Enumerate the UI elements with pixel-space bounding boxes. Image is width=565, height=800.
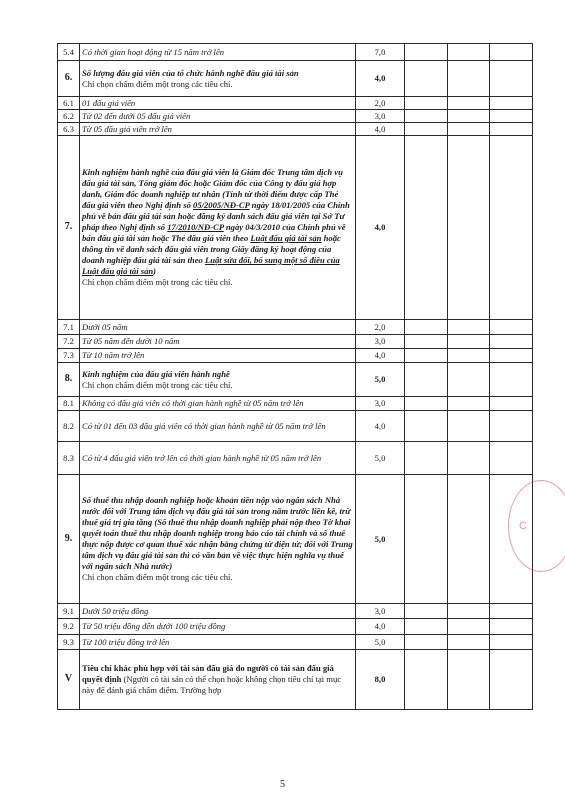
table-row (58, 635, 533, 650)
score-cell (405, 123, 448, 136)
criterion-text-part: Luật đấu giá tài sản (250, 233, 322, 243)
score-cell (405, 619, 448, 635)
criterion-text (80, 604, 356, 619)
score-cell (490, 110, 533, 123)
max-points: 5,0 (356, 363, 405, 397)
score-cell (490, 397, 533, 411)
criterion-number: 7. (58, 136, 80, 320)
criterion-text-part: Từ 10 năm trở lên (82, 350, 145, 360)
criterion-text-part: Có thời gian hoạt động từ 15 năm trở lên (82, 46, 225, 57)
score-cell (405, 411, 448, 442)
criterion-text-part: Tiêu chí khác phù hợp với tài sản đấu giá do người có tài sản đấu giá quyết định (82, 663, 334, 684)
criterion-text (80, 349, 356, 363)
criterion-text-part: Kinh nghiệm của đấu giá viên hành nghề (82, 368, 230, 379)
criterion-text (80, 411, 356, 442)
criterion-text (80, 136, 356, 320)
table-row (58, 363, 533, 397)
max-points: 3,0 (356, 397, 405, 411)
table-row (58, 411, 533, 442)
criterion-text-part: hoặc thông tin về danh sách đấu giá viên trong Giấy đăng ký hoạt động của doanh nghiệp đấu giá tài sản theo (82, 233, 341, 265)
criteria-table (57, 43, 533, 710)
criterion-number: V (58, 650, 80, 710)
criterion-text (80, 44, 356, 61)
max-points: 4,0 (356, 136, 405, 320)
criterion-text-part: Có từ 01 đến 03 đấu giá viên có thời gian hành nghề từ 05 năm trở lên (82, 420, 326, 431)
criterion-number: 5.4 (58, 44, 80, 61)
score-cell (490, 123, 533, 136)
score-cell (490, 349, 533, 363)
score-cell (448, 650, 490, 710)
criterion-text-part: ngày 18/01/2005 của Chính phủ về bán đấu giá tài sản hoặc đăng ký danh sách đấu giá viên tại Sở Tư pháp theo Nghị định số (82, 200, 350, 232)
table-row (58, 44, 533, 61)
criterion-text-part: Chỉ chọn chấm điểm một trong các tiêu chí. (82, 277, 233, 287)
score-cell (490, 97, 533, 110)
score-cell (490, 604, 533, 619)
score-cell (405, 136, 448, 320)
criterion-text-part: Luật sửa đổi, bổ sung một số điều của Luật đấu giá tài sản (82, 255, 340, 276)
score-cell (448, 97, 490, 110)
score-cell (405, 363, 448, 397)
criterion-text-part: Từ 50 triệu đồng đến dưới 100 triệu đồng (82, 621, 226, 631)
criterion-text (80, 635, 356, 650)
max-points: 4,0 (356, 619, 405, 635)
score-cell (405, 475, 448, 604)
table-row (58, 61, 533, 97)
score-cell (490, 619, 533, 635)
score-cell (448, 349, 490, 363)
score-cell (490, 442, 533, 475)
criterion-text-part: Chỉ chọn chấm điểm một trong các tiêu chí. (82, 379, 233, 390)
score-cell (405, 397, 448, 411)
criterion-number: 6. (58, 61, 80, 97)
criterion-text-part: Số lượng đấu giá viên của tổ chức hành nghề đấu giá tài sản (82, 67, 299, 78)
criterion-number: 6.2 (58, 110, 80, 123)
score-cell (405, 604, 448, 619)
red-stamp-seal (508, 480, 565, 572)
max-points: 3,0 (356, 110, 405, 123)
stamp-mark: C (519, 520, 527, 532)
criterion-number: 6.1 (58, 97, 80, 110)
score-cell (490, 335, 533, 349)
score-cell (405, 110, 448, 123)
criterion-text (80, 650, 356, 710)
score-cell (448, 442, 490, 475)
criterion-number: 8.2 (58, 411, 80, 442)
criterion-text-part: 01 đấu giá viên (82, 97, 136, 108)
criterion-text-part: Có từ 4 đấu giá viên trở lên có thời gian hành nghề từ 05 năm trở lên (82, 452, 322, 463)
score-cell (448, 136, 490, 320)
criterion-text-part: Từ 100 triệu đồng trở lên (82, 636, 170, 647)
score-cell (490, 363, 533, 397)
criterion-text-part: ) (153, 266, 157, 276)
score-cell (405, 61, 448, 97)
score-cell (405, 44, 448, 61)
score-cell (448, 335, 490, 349)
criterion-text-part: 17/2010/NĐ-CP (167, 222, 224, 232)
criterion-text (80, 442, 356, 475)
criterion-text-part: 05/2005/NĐ-CP (193, 200, 250, 210)
score-cell (448, 123, 490, 136)
score-cell (448, 635, 490, 650)
criterion-text (80, 320, 356, 335)
criterion-text-part: (Người có tài sản có thể chọn hoặc không chọn tiêu chí tại mục này để đánh giá chấm điểm. Trường hợp (82, 674, 342, 695)
max-points: 5,0 (356, 635, 405, 650)
max-points: 4,0 (356, 123, 405, 136)
criterion-text (80, 335, 356, 349)
score-cell (405, 442, 448, 475)
table-row (58, 97, 533, 110)
criterion-text-part: Kinh nghiệm hành nghề của đấu giá viên là Giám đốc Trung tâm dịch vụ đấu giá tài sản, Tổng giám đốc hoặc Giám đốc của Công ty đấu giá hợp danh, Giám đốc doanh nghiệp tư nhân (Tính từ thời điểm được cấp Thẻ đấu giá viên theo Nghị định số (82, 167, 343, 210)
criterion-text (80, 363, 356, 397)
criterion-text (80, 123, 356, 136)
score-cell (448, 61, 490, 97)
score-cell (405, 97, 448, 110)
criterion-number: 9.1 (58, 604, 80, 619)
criterion-number: 8.1 (58, 397, 80, 411)
max-points: 4,0 (356, 61, 405, 97)
score-cell (448, 44, 490, 61)
max-points: 2,0 (356, 97, 405, 110)
score-cell (490, 650, 533, 710)
score-cell (448, 320, 490, 335)
criterion-text-part: Dưới 50 triệu đồng (82, 605, 149, 616)
score-cell (490, 136, 533, 320)
criterion-text (80, 110, 356, 123)
criterion-text-part: Từ 02 đến dưới 05 đấu giá viên (82, 110, 191, 121)
max-points: 5,0 (356, 442, 405, 475)
max-points: 3,0 (356, 604, 405, 619)
table-row (58, 349, 533, 363)
table-row (58, 475, 533, 604)
criterion-text-part: Số thuế thu nhập doanh nghiệp hoặc khoản tiền nộp vào ngân sách Nhà nước đối với Trung tâm dịch vụ đấu giá tài sản trong năm trước liền kề, trừ thuế giá trị gia tăng (Số thuế thu nhập doanh nghiệp phải nộp theo Tờ khai quyết toán thuế thu nhập doanh nghiệp trong báo cáo tài chính và số thuế thực nộp được cơ quan thuế xác nhận bằng chứng từ điện tử; đối với Trung tâm dịch vụ đấu giá tài sản thì có văn bản về việc thực hiện nghĩa vụ thuế với ngân sách Nhà nước) (82, 495, 353, 571)
criterion-text (80, 475, 356, 604)
criterion-number: 9.2 (58, 619, 80, 635)
score-cell (490, 635, 533, 650)
max-points: 5,0 (356, 475, 405, 604)
criterion-text (80, 61, 356, 97)
criterion-text-part: Chỉ chọn chấm điểm một trong các tiêu chí. (82, 78, 233, 89)
score-cell (448, 619, 490, 635)
table-row (58, 335, 533, 349)
max-points: 3,0 (356, 335, 405, 349)
table-row (58, 442, 533, 475)
criterion-text-part: Chỉ chọn chấm điểm một trong các tiêu chí. (82, 572, 233, 582)
criterion-number: 9. (58, 475, 80, 604)
table-row (58, 320, 533, 335)
table-row (58, 619, 533, 635)
criterion-text (80, 97, 356, 110)
criterion-text-part: ngày 04/3/2010 của Chính phủ về bán đấu giá tài sản hoặc Thẻ đấu giá viên theo (82, 222, 346, 243)
score-cell (448, 397, 490, 411)
score-cell (490, 411, 533, 442)
score-cell (448, 363, 490, 397)
max-points: 2,0 (356, 320, 405, 335)
page-number: 5 (280, 779, 285, 790)
score-cell (405, 635, 448, 650)
criterion-text-part: Từ 05 năm đến dưới 10 năm (82, 336, 180, 346)
table-row (58, 604, 533, 619)
criterion-text (80, 397, 356, 411)
score-cell (490, 61, 533, 97)
score-cell (405, 650, 448, 710)
criterion-number: 8.3 (58, 442, 80, 475)
table-row (58, 110, 533, 123)
criterion-number: 7.3 (58, 349, 80, 363)
score-cell (405, 320, 448, 335)
max-points: 8,0 (356, 650, 405, 710)
table-row (58, 650, 533, 710)
criterion-text-part: Từ 05 đấu giá viên trở lên (82, 123, 172, 134)
criterion-number: 6.3 (58, 123, 80, 136)
score-cell (448, 110, 490, 123)
criterion-number: 8. (58, 363, 80, 397)
score-cell (448, 475, 490, 604)
criterion-number: 7.2 (58, 335, 80, 349)
table-row (58, 123, 533, 136)
table-row (58, 397, 533, 411)
criterion-text (80, 619, 356, 635)
max-points: 7,0 (356, 44, 405, 61)
criterion-text-part: Dưới 05 năm (82, 321, 128, 332)
score-cell (405, 335, 448, 349)
criterion-number: 9.3 (58, 635, 80, 650)
score-cell (405, 349, 448, 363)
table-row (58, 136, 533, 320)
max-points: 4,0 (356, 411, 405, 442)
criteria-table-body (58, 44, 533, 710)
max-points: 4,0 (356, 349, 405, 363)
criterion-number: 7.1 (58, 320, 80, 335)
score-cell (490, 44, 533, 61)
score-cell (448, 604, 490, 619)
score-cell (490, 320, 533, 335)
criterion-text-part: Không có đấu giá viên có thời gian hành nghề từ 05 năm trở lên (82, 398, 304, 408)
score-cell (448, 411, 490, 442)
